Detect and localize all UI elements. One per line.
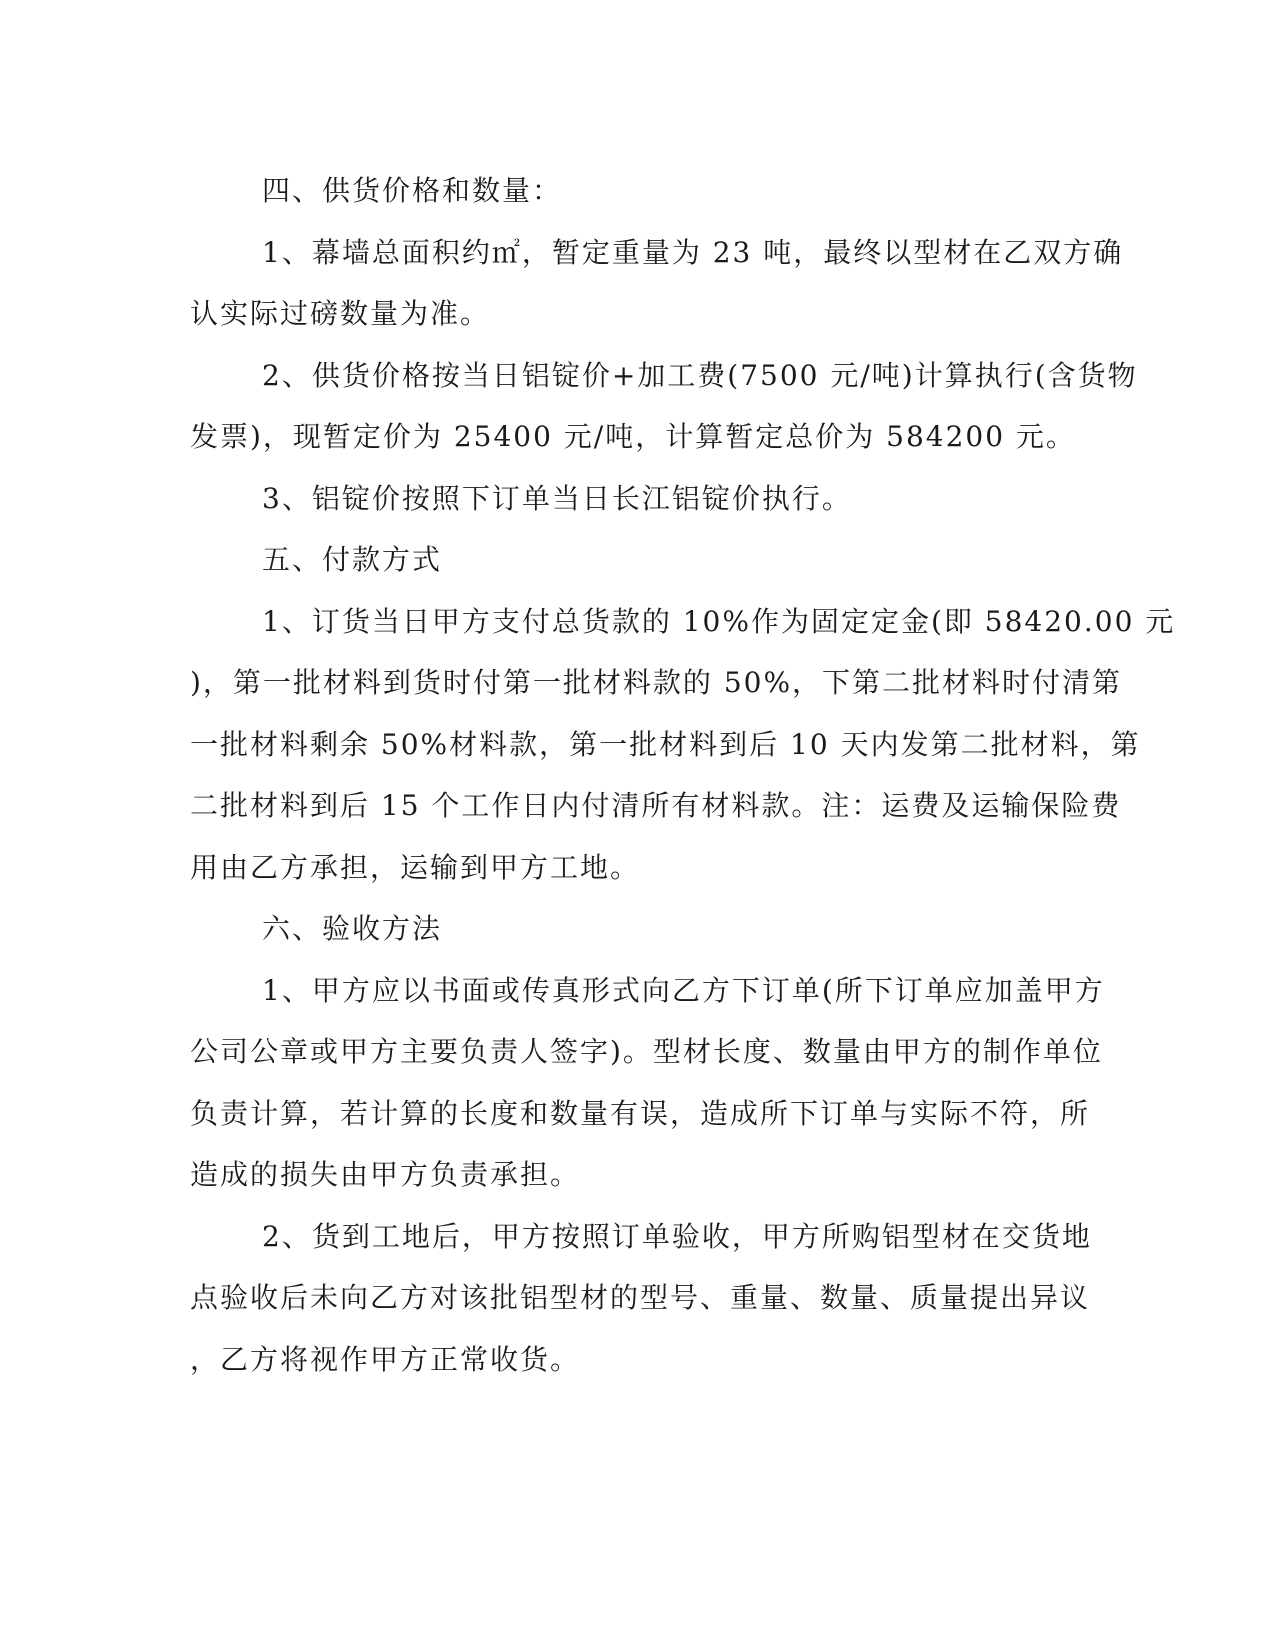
paragraph-order-procedure (190, 960, 1105, 1206)
text-line: 发票)，现暂定价为 25400 元/吨，计算暂定总价为 584200 元。 (190, 420, 1076, 453)
text-line: 1、幕墙总面积约㎡，暂定重量为 23 吨，最终以型材在乙双方确 (262, 235, 1124, 269)
text-line: 公司公章或甲方主要负责人签字)。型材长度、数量由甲方的制作单位 (190, 1035, 1103, 1068)
text-line: 六、验收方法 (262, 912, 443, 945)
text-line: 二批材料到后 15 个工作日内付清所有材料款。注：运费及运输保险费 (190, 789, 1122, 822)
text-line: 点验收后未向乙方对该批铝型材的型号、重量、数量、质量提出异议 (190, 1281, 1091, 1314)
section-heading-supply-price (190, 160, 1090, 222)
paragraph-curtain-wall-area (190, 222, 1124, 345)
section-heading-payment (190, 529, 1090, 591)
text-line: 2、货到工地后，甲方按照订单验收，甲方所购铝型材在交货地 (262, 1219, 1092, 1253)
text-line: 造成的损失由甲方负责承担。 (190, 1158, 581, 1191)
paragraph-supply-price (190, 345, 1138, 468)
text-line: 1、甲方应以书面或传真形式向乙方下订单(所下订单应加盖甲方 (262, 973, 1105, 1007)
document-body (190, 160, 1176, 1390)
text-line: 一批材料剩余 50%材料款，第一批材料到后 10 天内发第二批材料，第 (190, 727, 1141, 761)
text-line: 五、付款方式 (262, 543, 443, 576)
text-line: )，第一批材料到货时付第一批材料款的 50%，下第二批材料时付清第 (190, 666, 1123, 699)
text-line: 负责计算，若计算的长度和数量有误，造成所下订单与实际不符，所 (190, 1096, 1091, 1130)
paragraph-goods-acceptance (190, 1206, 1090, 1391)
section-heading-acceptance (190, 898, 1090, 960)
text-line: 2、供货价格按当日铝锭价+加工费(7500 元/吨)计算执行(含货物 (262, 358, 1138, 392)
paragraph-payment-terms (190, 591, 1176, 899)
text-line: 1、订货当日甲方支付总货款的 10%作为固定定金(即 58420.00 元 (262, 604, 1176, 638)
text-line: 用由乙方承担，运输到甲方工地。 (190, 850, 641, 884)
text-line: ，乙方将视作甲方正常收货。 (190, 1342, 581, 1376)
text-line: 认实际过磅数量为准。 (190, 297, 491, 330)
text-line: 3、铝锭价按照下订单当日长江铝锭价执行。 (262, 481, 852, 515)
text-line: 四、供货价格和数量： (262, 174, 563, 207)
paragraph-ingot-price (190, 468, 1090, 530)
